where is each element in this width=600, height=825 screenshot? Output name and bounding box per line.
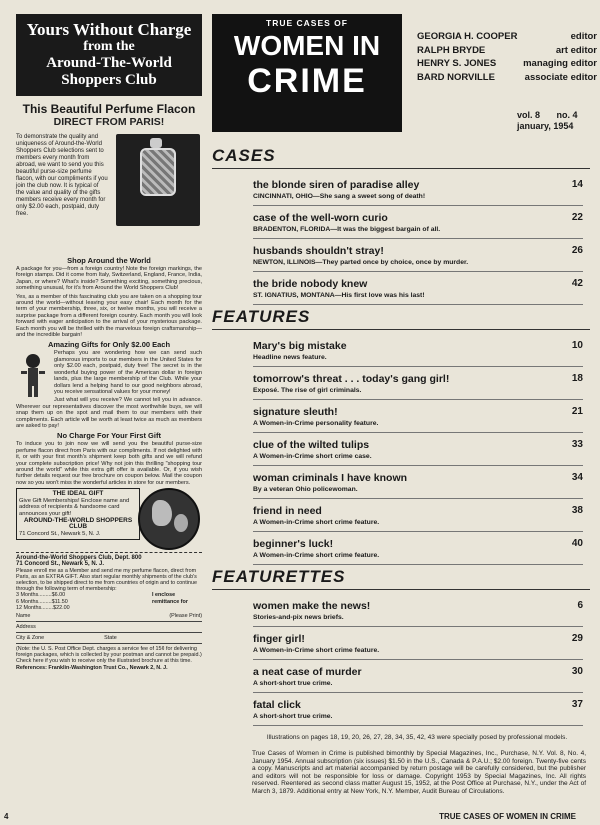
entry-title: a neat case of murder [253, 666, 362, 678]
toc-entry[interactable] [253, 627, 583, 660]
entry-desc: Exposé. The rise of girl criminals. [253, 387, 362, 394]
entry-page: 33 [571, 439, 583, 450]
entry-page: 42 [571, 278, 583, 289]
entry-page: 29 [571, 633, 583, 644]
toc-entry[interactable] [253, 532, 583, 565]
ad-header-line: from the [83, 39, 135, 54]
coupon-text: Please enroll me as a Member and send me my perfume flacon, direct from Paris, as an EXTRA GIFT. Also start regular monthly shipments of the club's selection, to be shipped direct to me from countries of origin and to continue through the following term of membership: [16, 567, 197, 593]
entry-title: the blonde siren of paradise alley [253, 179, 420, 191]
entry-desc: NEWTON, ILLINOIS—They parted once by choice, once by murder. [253, 259, 469, 266]
entry-title: fatal click [253, 699, 301, 711]
entry-desc: By a veteran Ohio policewoman. [253, 486, 358, 493]
entry-title: finger girl! [253, 633, 305, 645]
entry-desc: A Women-in-Crime personality feature. [253, 420, 379, 427]
ad-heading: Shop Around the World [67, 256, 151, 265]
ad-header [16, 14, 202, 96]
globe-icon [138, 488, 200, 550]
coupon-head: Around-the-World Shoppers Club, Dept. 800 [16, 555, 142, 562]
ad-header-line: Shoppers Club [61, 72, 157, 88]
entry-desc: A Women-in-Crime short crime case. [253, 453, 372, 460]
toc-entry[interactable] [253, 433, 583, 466]
toc-entry[interactable] [253, 272, 583, 305]
issue-info [517, 110, 578, 132]
entry-page: 6 [577, 600, 583, 611]
ad-header-line: Yours Without Charge [26, 20, 192, 39]
ad-subtitle-2: DIRECT FROM PARIS! [53, 116, 165, 128]
staff-row: BARD NORVILLE associate editor [417, 71, 597, 83]
coupon-option[interactable]: 12 Months........$22.00 [16, 604, 70, 611]
issue-date: january, 1954 [517, 121, 574, 131]
illustration-note: Illustrations on pages 18, 19, 20, 26, 27, 28, 34, 35, 42, 43 were specially posed by professional models. [266, 734, 568, 741]
ad-intro-text: To demonstrate the quality and uniqueness of Around-the-World Shoppers Club selections sent to members every month from abroad, we want to send you this beautiful purse-size perfume flacon, with our compliments if you join the club now. It is typical of the value and quality of the gifts members receive every month for only $2.00 each, postpaid, duty free. [16, 134, 108, 217]
entry-desc: Headline news feature. [253, 354, 327, 361]
toc-entry[interactable] [253, 400, 583, 433]
table-of-contents [212, 144, 590, 796]
coupon-fine: (Note: the U. S. Post Office Dept. charges a service fee of 15¢ for delivering foreign packages, which is collected by your postman and cannot be prepaid.) [16, 646, 202, 659]
entry-title: woman criminals I have known [253, 472, 408, 484]
entry-page: 26 [571, 245, 583, 256]
staff-row: RALPH BRYDE art editor [417, 44, 597, 56]
entry-page: 34 [571, 472, 583, 483]
state-label: State [104, 635, 117, 642]
entry-page: 30 [571, 666, 583, 677]
entry-page: 40 [571, 538, 583, 549]
page-number: 4 [4, 812, 9, 821]
entry-title: women make the news! [253, 600, 371, 612]
references: References: Franklin-Washington Trust Co., Newark 2, N. J. [16, 664, 168, 671]
shoppers-club-ad [16, 14, 202, 804]
section-heading: FEATURES [212, 305, 590, 330]
toc-entry[interactable] [253, 334, 583, 367]
entry-title: Mary's big mistake [253, 340, 347, 352]
toc-entry[interactable] [253, 239, 583, 272]
footer-title: TRUE CASES OF WOMEN IN CRIME [439, 812, 576, 821]
staff-row: HENRY S. JONES managing editor [417, 58, 597, 69]
ad-paragraph: Perhaps you are wondering how we can send such glamorous imports to our members in the United States for only $2.00 each, postpaid, duty free! The secret is in the wonderful buying power of the American dollar in foreign lands, plus the large membership of the Club. While your dollars lend a helping hand to our good neighbors abroad, you receive sensational values for your money! [54, 350, 202, 395]
coupon-head-2: 71 Concord St., Newark 5, N. J. [16, 561, 105, 568]
entry-desc: A short-short true crime. [253, 680, 333, 687]
entry-page: 14 [571, 179, 583, 190]
address-line[interactable] [16, 624, 202, 633]
figure-icon [16, 351, 50, 399]
entry-desc: A short-short true crime. [253, 713, 333, 720]
club-address: AROUND-THE-WORLD SHOPPERS CLUB [23, 516, 133, 531]
toc-entry[interactable] [253, 660, 583, 693]
name-label: Name [16, 613, 31, 620]
club-address-2: 71 Concord St., Newark 5, N. J. [19, 530, 101, 537]
order-coupon[interactable] [16, 552, 202, 671]
brochure-option[interactable]: Check here if you wish to receive only the illustrated brochure at this time. [16, 658, 192, 665]
ad-paragraph: Just what will you receive? We cannot tell you in advance. Wherever our representatives discover the most worthwhile buys, we will snap them up on the spot and mail them to our members with their compliments. Each article will be worth at least twice as much as members are asked to pay! [16, 397, 202, 429]
issue-vol: vol. 8 [517, 110, 541, 120]
ad-header-line: Around-The-World [46, 55, 172, 71]
masthead-logo [212, 14, 402, 132]
ad-paragraph: To induce you to join now we will send you the beautiful purse-size perfume flacon direct from Paris with our compliments. If not delighted with it, or with your first month's shipment keep both gifts and we will refund your complete subscription price! Why not join this thrilling "shopping tour around the world" while this extra gift offer is available. Or, if you wish further details request our free brochure on coupon below. Mail the coupon now so you won't miss the wonderful articles in store for our members. [16, 441, 202, 486]
masthead-title-1: WOMEN IN [233, 30, 381, 61]
masthead-true-cases: TRUE CASES OF [266, 18, 348, 28]
ideal-gift-title: THE IDEAL GIFT [52, 490, 104, 498]
toc-entry[interactable] [253, 594, 583, 627]
ideal-gift-box [16, 488, 202, 550]
entry-desc: Stories-and-pix news briefs. [253, 614, 344, 621]
toc-entry[interactable] [253, 693, 583, 726]
entry-title: signature sleuth! [253, 406, 338, 418]
section-heading: FEATURETTES [212, 565, 590, 590]
entry-title: case of the well-worn curio [253, 212, 388, 224]
entry-page: 22 [571, 212, 583, 223]
toc-entry[interactable] [253, 466, 583, 499]
issue-no: no. 4 [556, 110, 578, 120]
ad-paragraph: A package for you—from a foreign country! Note the foreign markings, the foreign stamps. Did it come from Italy, Switzerland, England, France, India, Japan, or where? What's inside? Something exciting, something precious, something unusual, for it's from Around the World Shoppers Club! [16, 266, 202, 292]
entry-title: beginner's luck! [253, 538, 334, 550]
toc-entry[interactable] [253, 367, 583, 400]
ad-heading: Amazing Gifts for Only $2.00 Each [47, 340, 171, 350]
name-line[interactable] [16, 613, 202, 622]
section-heading: CASES [212, 144, 590, 169]
enclose-label: I enclose remittance for [152, 592, 188, 605]
staff-list [417, 30, 597, 84]
print-label: (Please Print) [169, 613, 202, 620]
entry-title: clue of the wilted tulips [253, 439, 370, 451]
ad-subtitle: This Beautiful Perfume Flacon [22, 102, 196, 116]
masthead-title-2: CRIME [247, 62, 367, 100]
toc-entry[interactable] [253, 499, 583, 532]
coupon-option[interactable]: 6 Months.........$11.50 [16, 598, 68, 605]
gift-section [16, 350, 202, 395]
entry-title: tomorrow's threat . . . today's gang girl! [253, 373, 450, 385]
entry-desc: ST. IGNATIUS, MONTANA—His first love was his last! [253, 292, 425, 299]
entry-page: 37 [571, 699, 583, 710]
entry-page: 21 [571, 406, 583, 417]
entry-desc: A Women-in-Crime short crime feature. [253, 647, 380, 654]
ad-intro [16, 134, 202, 254]
perfume-flacon-image [116, 134, 200, 226]
city-line[interactable] [16, 635, 202, 644]
staff-row: GEORGIA H. COOPER editor [417, 31, 597, 42]
city-label: City & Zone [16, 635, 45, 642]
entry-page: 38 [571, 505, 583, 516]
entry-page: 18 [571, 373, 583, 384]
toc-entry[interactable] [253, 206, 583, 239]
toc-entry[interactable] [253, 173, 583, 206]
entry-page: 10 [571, 340, 583, 351]
entry-title: friend in need [253, 505, 322, 517]
ideal-gift-text: Give Gift Memberships! Enclose name and address of recipients & handsome card announces your gift! [19, 497, 130, 517]
ad-heading: No Charge For Your First Gift [57, 431, 161, 441]
entry-desc: A Women-in-Crime short crime feature. [253, 552, 380, 559]
entry-desc: A Women-in-Crime short crime feature. [253, 519, 380, 526]
entry-title: husbands shouldn't stray! [253, 245, 384, 257]
ideal-gift [16, 488, 140, 540]
publication-notice: True Cases of Women in Crime is published bimonthly by Special Magazines, Inc., Purchase, N.Y. Vol. 8, No. 4, January 1954. Annual subscription (six issues) $1.50 in the U.S., Canada & P.A.U.; $2.00 foreign. Twenty-five cents a copy. Manuscripts and art material accompanied by return postage will be carefully considered, but the publisher and editors will not be responsible for loss or damage. Copyright 1953 by Special Magazines, Inc. All rights reserved. Reentered as second class matter August 15, 1952, at the Post Office at Purchase, N.Y., under the Act of March 3, 1879. Additional entry at New York, N.Y. Member, Audit Bureau of Circulations. [252, 750, 586, 795]
ad-paragraph: Yes, as a member of this fascinating club you are taken on a shopping tour around the world—without leaving your easy chair! Each month for the term of your membership, three, six, or twelve months, you will receive a surprise package from a different foreign country. Each month you will look forward with eager anticipation to the arrival of your mysterious package. Each month you will be thrilled with the marvelous foreign craftsmanship—and the incredible bargain! [16, 293, 202, 339]
entry-desc: BRADENTON, FLORIDA—It was the biggest bargain of all. [253, 226, 441, 233]
coupon-option[interactable]: 3 Months.........$6.00 [16, 592, 66, 599]
address-label: Address [16, 624, 36, 631]
entry-desc: CINCINNATI, OHIO—She sang a sweet song of death! [253, 193, 426, 200]
entry-title: the bride nobody knew [253, 278, 368, 290]
